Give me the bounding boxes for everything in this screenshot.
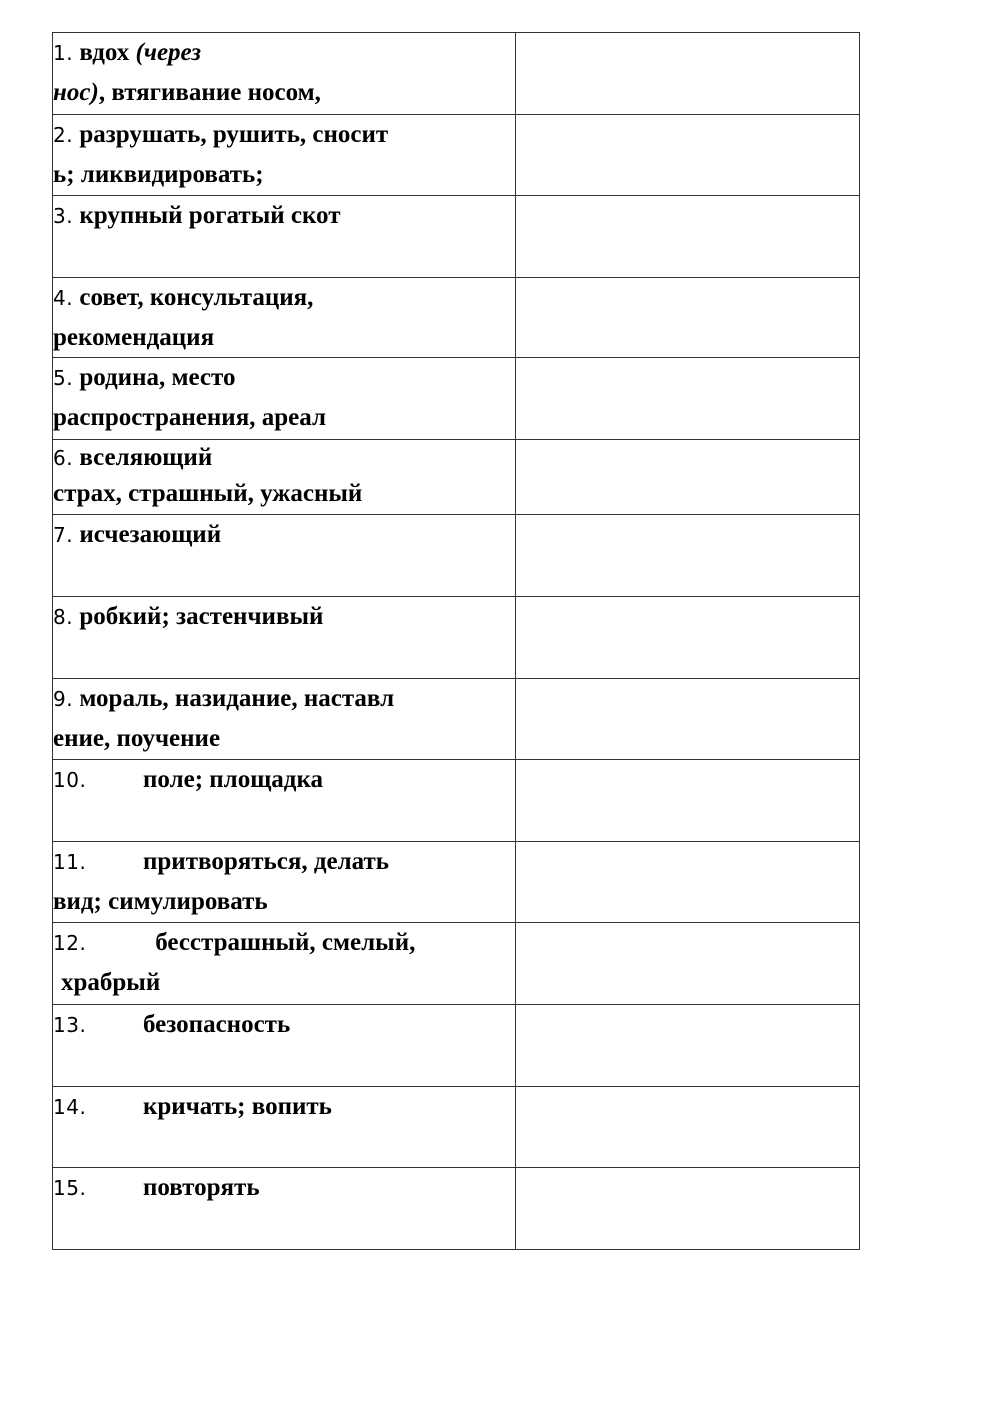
definition-text: безопасность bbox=[143, 1011, 291, 1038]
definition-text: (через bbox=[135, 39, 202, 66]
table-row bbox=[53, 440, 860, 515]
definition-text: повторять bbox=[143, 1174, 260, 1201]
item-number: 5. bbox=[53, 366, 74, 390]
definition-text: , втягивание носом, bbox=[98, 79, 321, 106]
definition-text: бесстрашный, смелый, bbox=[149, 929, 416, 956]
answer-cell[interactable] bbox=[516, 440, 860, 515]
answer-cell[interactable] bbox=[516, 842, 860, 923]
definition-text: робкий; застенчивый bbox=[79, 603, 324, 630]
definition-cell bbox=[53, 923, 516, 1005]
definition-cell bbox=[53, 1005, 516, 1087]
definition-cell bbox=[53, 760, 516, 842]
table-row bbox=[53, 597, 860, 679]
item-number: 14. bbox=[53, 1095, 87, 1119]
table-row bbox=[53, 923, 860, 1005]
table-row bbox=[53, 115, 860, 196]
item-number: 4. bbox=[53, 286, 74, 310]
table-row bbox=[53, 33, 860, 115]
definition-cell bbox=[53, 358, 516, 440]
answer-cell[interactable] bbox=[516, 1168, 860, 1250]
item-number: 13. bbox=[53, 1013, 87, 1037]
definition-cell bbox=[53, 679, 516, 760]
definition-cell bbox=[53, 515, 516, 597]
table-row bbox=[53, 842, 860, 923]
definition-cell bbox=[53, 440, 516, 515]
table-row bbox=[53, 196, 860, 278]
table-row bbox=[53, 358, 860, 440]
definition-cell bbox=[53, 842, 516, 923]
definition-cell bbox=[53, 278, 516, 358]
definition-text: страх, страшный, ужасный bbox=[53, 480, 363, 507]
definition-text: вид; симулировать bbox=[53, 888, 268, 915]
definition-cell bbox=[53, 115, 516, 196]
definition-text: нос) bbox=[53, 79, 99, 106]
definition-text: родина, место bbox=[79, 364, 236, 391]
item-number: 12. bbox=[53, 931, 87, 955]
answer-cell[interactable] bbox=[516, 1005, 860, 1087]
definition-text: ь; ликвидировать; bbox=[53, 161, 264, 188]
definition-text: мораль, назидание, наставл bbox=[79, 685, 395, 712]
table-row bbox=[53, 1087, 860, 1168]
definition-cell bbox=[53, 196, 516, 278]
item-number: 2. bbox=[53, 123, 74, 147]
item-number: 15. bbox=[53, 1176, 87, 1200]
definition-text: кричать; вопить bbox=[143, 1093, 332, 1120]
item-number: 3. bbox=[53, 204, 74, 228]
table-row bbox=[53, 278, 860, 358]
table-row bbox=[53, 515, 860, 597]
answer-cell[interactable] bbox=[516, 196, 860, 278]
item-number: 10. bbox=[53, 768, 87, 792]
item-number: 8. bbox=[53, 605, 74, 629]
answer-cell[interactable] bbox=[516, 679, 860, 760]
definition-text: вселяющий bbox=[79, 444, 213, 471]
item-number: 6. bbox=[53, 446, 74, 470]
definition-text: притворяться, делать bbox=[143, 848, 389, 875]
definition-text: рекомендация bbox=[53, 324, 215, 351]
item-number: 7. bbox=[53, 523, 74, 547]
table-row bbox=[53, 679, 860, 760]
definition-cell bbox=[53, 1168, 516, 1250]
vocabulary-table bbox=[52, 32, 860, 1250]
item-number: 9. bbox=[53, 687, 74, 711]
definition-text: крупный рогатый скот bbox=[79, 202, 341, 229]
item-number: 1. bbox=[53, 41, 74, 65]
definition-cell bbox=[53, 33, 516, 115]
definition-text: ение, поучение bbox=[53, 725, 221, 752]
answer-cell[interactable] bbox=[516, 515, 860, 597]
answer-cell[interactable] bbox=[516, 760, 860, 842]
answer-cell[interactable] bbox=[516, 923, 860, 1005]
definition-text: поле; площадка bbox=[143, 766, 323, 793]
definition-text: совет, консультация, bbox=[79, 284, 314, 311]
definition-cell bbox=[53, 1087, 516, 1168]
definition-cell bbox=[53, 597, 516, 679]
answer-cell[interactable] bbox=[516, 1087, 860, 1168]
definition-text: исчезающий bbox=[79, 521, 222, 548]
answer-cell[interactable] bbox=[516, 278, 860, 358]
table-row bbox=[53, 1168, 860, 1250]
definition-text: вдох bbox=[79, 39, 136, 66]
definition-text: разрушать, рушить, сносит bbox=[79, 121, 389, 148]
item-number: 11. bbox=[53, 850, 87, 874]
answer-cell[interactable] bbox=[516, 597, 860, 679]
definition-text: распространения, ареал bbox=[53, 404, 326, 431]
definition-text: храбрый bbox=[61, 969, 161, 996]
answer-cell[interactable] bbox=[516, 33, 860, 115]
table-row bbox=[53, 1005, 860, 1087]
answer-cell[interactable] bbox=[516, 358, 860, 440]
table-row bbox=[53, 760, 860, 842]
answer-cell[interactable] bbox=[516, 115, 860, 196]
